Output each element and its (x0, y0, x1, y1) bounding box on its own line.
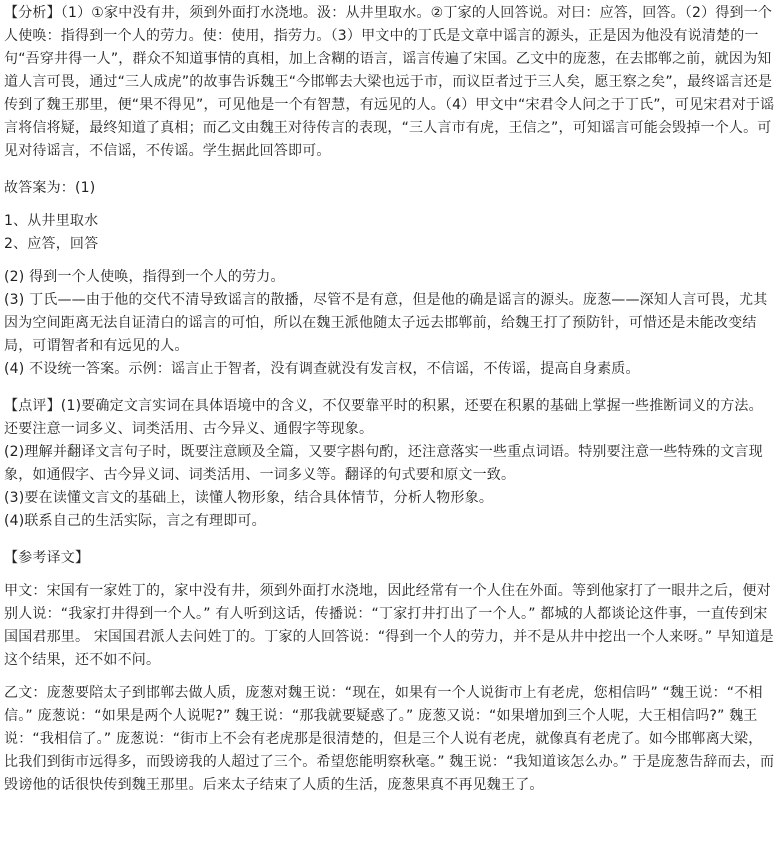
answer-section (4, 177, 776, 381)
answer-q1-item-1: 1、从井里取水 (4, 213, 99, 229)
translation-heading: 【参考译文】 (4, 550, 90, 566)
analysis-section (4, 2, 776, 163)
answer-intro: 故答案为：(1) (4, 180, 96, 196)
comment-item-1: 【点评】(1)要确定文言实词在具体语境中的含义，不仅要靠平时的积累，还要在积累的基础上掌握一些推断词义的方法。还要注意一词多义、词类活用、古今异义、通假字等现象。 (4, 398, 763, 437)
answer-q4: (4) 不设统一答案。示例：谣言止于智者，没有调查就没有发言权，不信谣，不传谣，提高自身素质。 (4, 361, 640, 377)
answer-q3: (3) 丁氏——由于他的交代不清导致谣言的散播，尽管不是有意，但是他的确是谣言的源头。庞葱——深知人言可畏，尤其因为空间距离无法自证清白的谣言的可怕，所以在魏王派他随太子远去邯郸前，给魏王打了预防针，可惜还是未能改变结局，可谓智者和有远见的人。 (4, 292, 768, 354)
translation-yi: 乙文：庞葱要陪太子到邯郸去做人质，庞葱对魏王说：“现在，如果有一个人说街市上有老虎，您相信吗” “魏王说：“不相信。” 庞葱说：“如果是两个人说呢?” 魏王说：“那我就要疑惑了。” 庞葱又说：“如果增加到三个人呢，大王相信吗?” 魏王说：“我相信了。” 庞葱说：“街市上不会有老虎那是很清楚的，但是三个人说有老虎，就像真有老虎了。如今邯郸离大梁，比我们到街市远得多，而毁谤我的人超过了三个。希望您能明察秋毫。” 魏王说：“我知道该怎么办。” 于是庞葱告辞而去，而毁谤他的话很快传到魏王那里。后来太子结束了人质的生活，庞葱果真不再见魏王了。 (4, 685, 775, 793)
answer-q1-item-2: 2、应答，回答 (4, 236, 99, 252)
comment-item-3: (3)要在读懂文言文的基础上，读懂人物形象，结合具体情节，分析人物形象。 (4, 490, 494, 506)
translation-jia: 甲文：宋国有一家姓丁的，家中没有井，须到外面打水浇地，因此经常有一个人住在外面。等到他家打了一眼井之后，便对别人说：“我家打井得到一个人。” 有人听到这话，传播说：“丁家打井打出了一个人。” 都城的人都谈论这件事，一直传到宋国国君那里。 宋国国君派人去问姓丁的。丁家的人回答说：“得到一个人的劳力，并不是从井中挖出一个人来呀。” 早知道是这个结果，还不如不问。 (4, 583, 774, 668)
comment-item-4: (4)联系自己的生活实际，言之有理即可。 (4, 513, 266, 529)
comment-item-2: (2)理解并翻译文言句子时，既要注意顾及全篇，又要字斟句酌，还注意落实一些重点词语。特别要注意一些特殊的文言现象，如通假字、古今异义词、词类活用、一词多义等。翻译的句式要和原文一致。 (4, 444, 763, 483)
analysis-paragraph: 【分析】（1）①家中没有井，须到外面打水浇地。汲：从井里取水。②丁家的人回答说。对曰：应答，回答。（2）得到一个人使唤：指得到一个人的劳力。使：使用，指劳力。（3）甲文中的丁氏是文章中谣言的源头，正是因为他没有说清楚的一句“吾穿井得一人”，群众不知道事情的真相，加上含糊的语言，谣言传遍了宋国。乙文中的庞葱，在去邯郸之前，就因为知道人言可畏，通过“三人成虎”的故事告诉魏王“今邯郸去大梁也远于市，而议臣者过于三人矣，愿王察之矣”，最终谣言还是传到了魏王那里，便“果不得见”，可见他是一个有智慧，有远见的人。（4）甲文中“宋君令人问之于丁氏”，可见宋君对于谣言将信将疑，最终知道了真相；而乙文由魏王对待传言的表现，“三人言市有虎，王信之”，可知谣言可能会毁掉一个人。可见对待谣言，不信谣，不传谣。学生据此回答即可。 (4, 5, 775, 159)
translation-section (4, 547, 776, 797)
comment-section (4, 395, 776, 533)
answer-q2: (2) 得到一个人使唤，指得到一个人的劳力。 (4, 269, 285, 285)
